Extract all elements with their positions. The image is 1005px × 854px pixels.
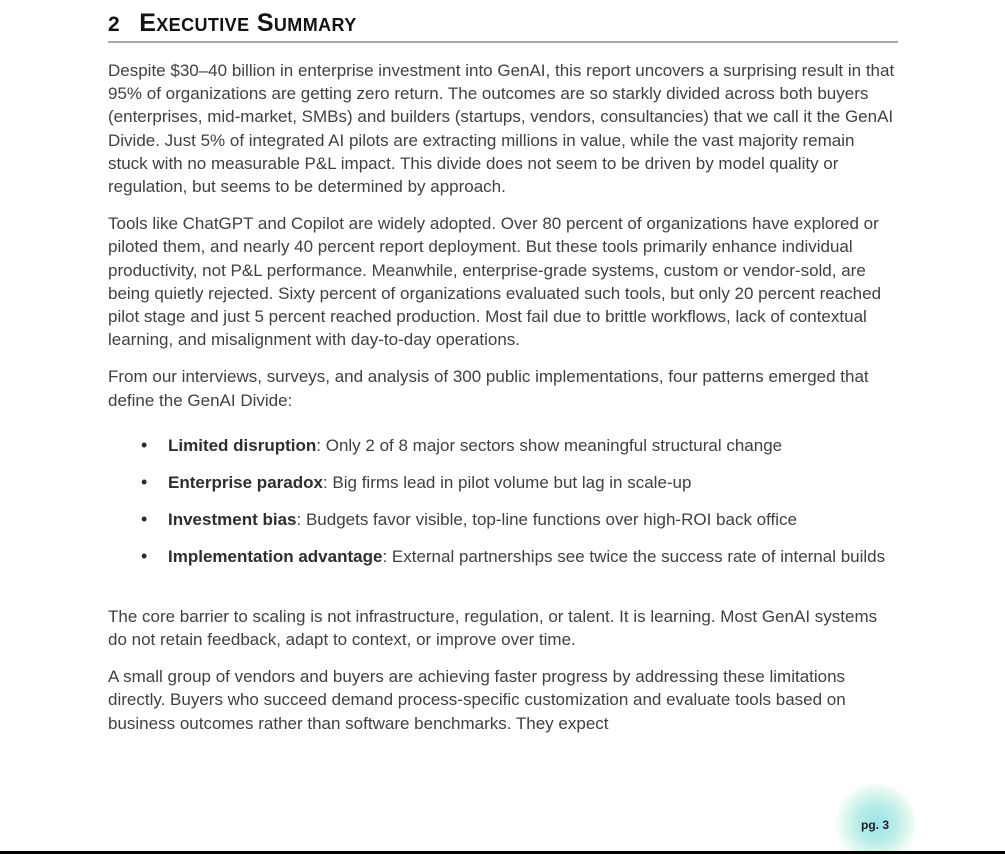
- bullet-term: Limited disruption: [168, 435, 317, 455]
- bullet-text: : Budgets favor visible, top-line functions over high-ROI back office: [296, 509, 797, 529]
- bullet-text: : External partnerships see twice the success rate of internal builds: [382, 546, 886, 566]
- pattern-bullet-item: [108, 434, 898, 458]
- bullet-text: : Big firms lead in pilot volume but lag in scale-up: [322, 472, 692, 492]
- pattern-bullet-item: [108, 508, 898, 532]
- section-number: 2: [108, 13, 121, 36]
- paragraph: A small group of vendors and buyers are achieving faster progress by addressing these limitations directly. Buyers who succeed demand process-specific customization and evaluate tools based on business outcomes rather than software benchmarks. They expect: [108, 667, 846, 733]
- intro-paragraphs: [108, 59, 898, 412]
- outro-paragraphs: [108, 605, 898, 735]
- bullet-term: Enterprise paradox: [168, 472, 323, 492]
- section-title: Executive Summary: [139, 9, 357, 37]
- paragraph: The core barrier to scaling is not infrastructure, regulation, or talent. It is learning. Most GenAI systems do not retain feedback, adapt to context, or improve over time.: [108, 606, 878, 650]
- page-content: [108, 0, 898, 749]
- bullet-term: Investment bias: [168, 509, 297, 529]
- paragraph: Tools like ChatGPT and Copilot are widely adopted. Over 80 percent of organizations have explored or piloted them, and nearly 40 percent report deployment. But these tools primarily enhance individual productivity, not P&L performance. Meanwhile, enterprise-grade systems, custom or vendor-sold, are being quietly rejected. Sixty percent of organizations evaluated such tools, but only 20 percent reached pilot stage and just 5 percent reached production. Most fail due to brittle workflows, lack of contextual learning, and misalignment with day-to-day operations.: [108, 214, 882, 350]
- pattern-bullet-item: [108, 471, 898, 495]
- section-heading: [108, 0, 898, 43]
- page-number-badge: [834, 784, 916, 854]
- pattern-bullet-list: [108, 434, 898, 569]
- paragraph: Despite $30–40 billion in enterprise investment into GenAI, this report uncovers a surprising result in that 95% of organizations are getting zero return. The outcomes are so starkly divided across both buyers (enterprises, mid-market, SMBs) and builders (startups, vendors, consultancies) that we call it the GenAI Divide. Just 5% of integrated AI pilots are extracting millions in value, while the vast majority remain stuck with no measurable P&L impact. This divide does not seem to be driven by model quality or regulation, but seems to be determined by approach.: [108, 61, 895, 197]
- bullet-text: : Only 2 of 8 major sectors show meaningful structural change: [316, 435, 783, 455]
- pattern-bullet-item: [108, 545, 898, 569]
- paragraph: From our interviews, surveys, and analysis of 300 public implementations, four patterns emerged that define the GenAI Divide:: [108, 367, 869, 410]
- page-number-label: pg. 3: [860, 818, 889, 832]
- bullet-term: Implementation advantage: [168, 546, 383, 566]
- body-copy: [108, 59, 898, 735]
